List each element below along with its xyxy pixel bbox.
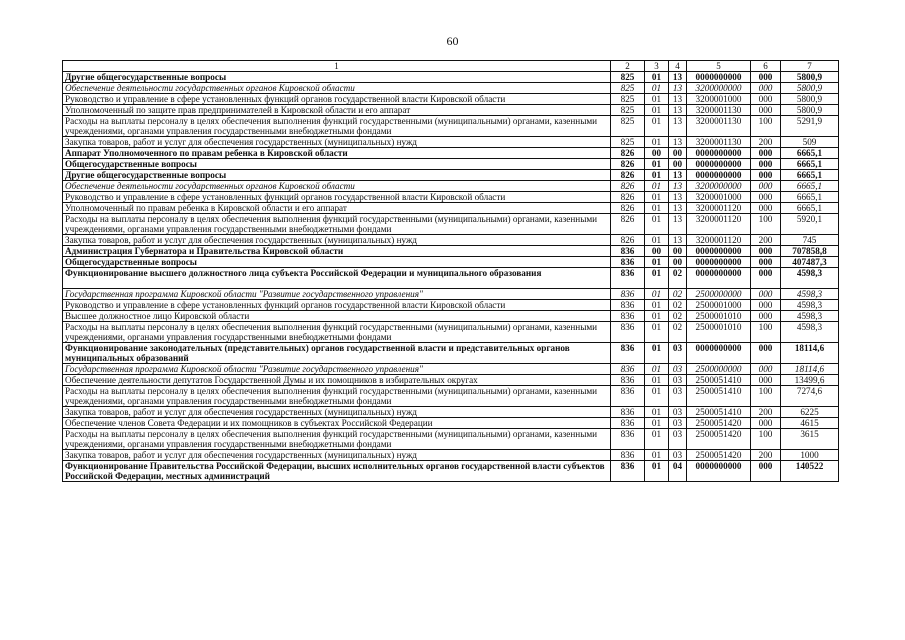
row-target-code: 0000000000 bbox=[687, 268, 751, 289]
table-row bbox=[63, 375, 839, 386]
row-amount: 5800,9 bbox=[781, 105, 839, 116]
row-subsection-code: 13 bbox=[669, 116, 687, 137]
table-row bbox=[63, 181, 839, 192]
row-section-code: 01 bbox=[645, 322, 669, 343]
row-target-code: 2500001000 bbox=[687, 300, 751, 311]
row-ministry-code: 826 bbox=[611, 203, 645, 214]
row-ministry-code: 836 bbox=[611, 418, 645, 429]
row-ministry-code: 826 bbox=[611, 170, 645, 181]
table-row bbox=[63, 450, 839, 461]
column-header: 7 bbox=[781, 61, 839, 72]
column-header: 3 bbox=[645, 61, 669, 72]
row-subsection-code: 13 bbox=[669, 192, 687, 203]
row-target-code: 2500051410 bbox=[687, 407, 751, 418]
page-number: 60 bbox=[446, 34, 459, 48]
row-amount: 745 bbox=[781, 235, 839, 246]
row-amount: 6665,1 bbox=[781, 192, 839, 203]
row-amount: 6225 bbox=[781, 407, 839, 418]
row-amount: 4598,3 bbox=[781, 300, 839, 311]
row-target-code: 2500000000 bbox=[687, 364, 751, 375]
row-subsection-code: 02 bbox=[669, 311, 687, 322]
table-row bbox=[63, 94, 839, 105]
row-amount: 1000 bbox=[781, 450, 839, 461]
row-expense-type-code: 000 bbox=[751, 203, 781, 214]
row-expense-type-code: 000 bbox=[751, 257, 781, 268]
row-target-code: 0000000000 bbox=[687, 170, 751, 181]
row-ministry-code: 836 bbox=[611, 429, 645, 450]
row-target-code: 3200001120 bbox=[687, 235, 751, 246]
table-row bbox=[63, 386, 839, 407]
table-row bbox=[63, 170, 839, 181]
row-amount: 3615 bbox=[781, 429, 839, 450]
row-target-code: 0000000000 bbox=[687, 343, 751, 364]
row-section-code: 01 bbox=[645, 450, 669, 461]
row-ministry-code: 826 bbox=[611, 148, 645, 159]
row-expense-type-code: 100 bbox=[751, 116, 781, 137]
row-expense-type-code: 000 bbox=[751, 192, 781, 203]
row-subsection-code: 02 bbox=[669, 300, 687, 311]
row-ministry-code: 836 bbox=[611, 461, 645, 482]
row-name: Общегосударственные вопросы bbox=[63, 159, 611, 170]
row-ministry-code: 836 bbox=[611, 300, 645, 311]
row-ministry-code: 836 bbox=[611, 375, 645, 386]
row-target-code: 0000000000 bbox=[687, 246, 751, 257]
row-amount: 4598,3 bbox=[781, 311, 839, 322]
row-section-code: 01 bbox=[645, 268, 669, 289]
row-amount: 407487,3 bbox=[781, 257, 839, 268]
row-target-code: 0000000000 bbox=[687, 461, 751, 482]
row-expense-type-code: 100 bbox=[751, 429, 781, 450]
row-section-code: 01 bbox=[645, 137, 669, 148]
row-section-code: 01 bbox=[645, 300, 669, 311]
row-subsection-code: 03 bbox=[669, 375, 687, 386]
row-amount: 509 bbox=[781, 137, 839, 148]
row-ministry-code: 836 bbox=[611, 289, 645, 300]
table-row bbox=[63, 246, 839, 257]
row-target-code: 2500000000 bbox=[687, 289, 751, 300]
row-target-code: 0000000000 bbox=[687, 159, 751, 170]
row-expense-type-code: 000 bbox=[751, 94, 781, 105]
row-name: Уполномоченный по правам ребенка в Кировской области и его аппарат bbox=[63, 203, 611, 214]
row-subsection-code: 04 bbox=[669, 461, 687, 482]
row-expense-type-code: 200 bbox=[751, 137, 781, 148]
row-name: Обеспечение деятельности государственных органов Кировской области bbox=[63, 181, 611, 192]
row-ministry-code: 826 bbox=[611, 192, 645, 203]
row-name: Обеспечение деятельности депутатов Государственной Думы и их помощников в избирательных округах bbox=[63, 375, 611, 386]
row-section-code: 01 bbox=[645, 105, 669, 116]
row-ministry-code: 825 bbox=[611, 83, 645, 94]
row-amount: 6665,1 bbox=[781, 170, 839, 181]
table-row bbox=[63, 192, 839, 203]
row-amount: 5291,9 bbox=[781, 116, 839, 137]
row-section-code: 01 bbox=[645, 289, 669, 300]
row-ministry-code: 836 bbox=[611, 407, 645, 418]
row-ministry-code: 825 bbox=[611, 116, 645, 137]
row-name: Руководство и управление в сфере установленных функций органов государственной власти Кировской области bbox=[63, 192, 611, 203]
row-target-code: 2500051410 bbox=[687, 375, 751, 386]
row-expense-type-code: 000 bbox=[751, 343, 781, 364]
row-target-code: 3200000000 bbox=[687, 181, 751, 192]
row-section-code: 01 bbox=[645, 235, 669, 246]
row-subsection-code: 03 bbox=[669, 429, 687, 450]
row-amount: 5800,9 bbox=[781, 72, 839, 83]
table-row bbox=[63, 257, 839, 268]
row-expense-type-code: 200 bbox=[751, 235, 781, 246]
row-amount: 6665,1 bbox=[781, 148, 839, 159]
row-expense-type-code: 000 bbox=[751, 159, 781, 170]
row-target-code: 3200001130 bbox=[687, 137, 751, 148]
row-target-code: 3200001130 bbox=[687, 105, 751, 116]
row-subsection-code: 02 bbox=[669, 289, 687, 300]
table-row bbox=[63, 364, 839, 375]
row-ministry-code: 836 bbox=[611, 257, 645, 268]
row-expense-type-code: 000 bbox=[751, 72, 781, 83]
row-section-code: 01 bbox=[645, 214, 669, 235]
row-name: Закупка товаров, работ и услуг для обеспечения государственных (муниципальных) нужд bbox=[63, 407, 611, 418]
table-row bbox=[63, 159, 839, 170]
table-row bbox=[63, 203, 839, 214]
row-section-code: 01 bbox=[645, 116, 669, 137]
row-name: Общегосударственные вопросы bbox=[63, 257, 611, 268]
row-subsection-code: 13 bbox=[669, 181, 687, 192]
row-section-code: 01 bbox=[645, 181, 669, 192]
column-header: 6 bbox=[751, 61, 781, 72]
table-row bbox=[63, 418, 839, 429]
row-section-code: 01 bbox=[645, 386, 669, 407]
row-ministry-code: 836 bbox=[611, 343, 645, 364]
row-name: Расходы на выплаты персоналу в целях обеспечения выполнения функций государственными (муниципальными) органами, казенными учреждениями, органами управления государственными внебюджетными фондами bbox=[63, 429, 611, 450]
row-amount: 18114,6 bbox=[781, 343, 839, 364]
table-row bbox=[63, 300, 839, 311]
row-name: Обеспечение деятельности государственных органов Кировской области bbox=[63, 83, 611, 94]
column-header: 2 bbox=[611, 61, 645, 72]
row-name: Другие общегосударственные вопросы bbox=[63, 170, 611, 181]
row-ministry-code: 836 bbox=[611, 246, 645, 257]
row-name: Функционирование законодательных (представительных) органов государственной власти и представительных органов муниципальных образований bbox=[63, 343, 611, 364]
row-subsection-code: 13 bbox=[669, 235, 687, 246]
table-row bbox=[63, 137, 839, 148]
row-name: Расходы на выплаты персоналу в целях обеспечения выполнения функций государственными (муниципальными) органами, казенными учреждениями, органами управления государственными внебюджетными фондами bbox=[63, 322, 611, 343]
row-section-code: 01 bbox=[645, 364, 669, 375]
row-subsection-code: 03 bbox=[669, 418, 687, 429]
budget-table bbox=[62, 60, 839, 482]
table-row bbox=[63, 268, 839, 289]
row-expense-type-code: 000 bbox=[751, 300, 781, 311]
row-name: Уполномоченный по защите прав предпринимателей в Кировской области и его аппарат bbox=[63, 105, 611, 116]
row-ministry-code: 836 bbox=[611, 450, 645, 461]
row-amount: 5800,9 bbox=[781, 83, 839, 94]
row-ministry-code: 825 bbox=[611, 72, 645, 83]
row-name: Государственная программа Кировской области "Развитие государственного управления" bbox=[63, 289, 611, 300]
row-section-code: 00 bbox=[645, 246, 669, 257]
row-name: Расходы на выплаты персоналу в целях обеспечения выполнения функций государственными (муниципальными) органами, казенными учреждениями, органами управления государственными внебюджетными фондами bbox=[63, 116, 611, 137]
row-subsection-code: 13 bbox=[669, 94, 687, 105]
row-section-code: 01 bbox=[645, 83, 669, 94]
row-ministry-code: 836 bbox=[611, 268, 645, 289]
table-body bbox=[63, 61, 839, 482]
table-row bbox=[63, 322, 839, 343]
row-section-code: 01 bbox=[645, 257, 669, 268]
row-expense-type-code: 200 bbox=[751, 407, 781, 418]
row-expense-type-code: 000 bbox=[751, 364, 781, 375]
row-name: Обеспечение членов Совета Федерации и их помощников в субъектах Российской Федерации bbox=[63, 418, 611, 429]
row-subsection-code: 13 bbox=[669, 214, 687, 235]
row-subsection-code: 13 bbox=[669, 203, 687, 214]
row-target-code: 2500001010 bbox=[687, 311, 751, 322]
row-name: Закупка товаров, работ и услуг для обеспечения государственных (муниципальных) нужд bbox=[63, 450, 611, 461]
row-expense-type-code: 000 bbox=[751, 375, 781, 386]
row-amount: 5920,1 bbox=[781, 214, 839, 235]
row-amount: 4598,3 bbox=[781, 322, 839, 343]
row-name: Закупка товаров, работ и услуг для обеспечения государственных (муниципальных) нужд bbox=[63, 137, 611, 148]
row-expense-type-code: 000 bbox=[751, 170, 781, 181]
row-subsection-code: 00 bbox=[669, 159, 687, 170]
row-subsection-code: 03 bbox=[669, 343, 687, 364]
row-expense-type-code: 000 bbox=[751, 311, 781, 322]
row-expense-type-code: 000 bbox=[751, 268, 781, 289]
row-subsection-code: 13 bbox=[669, 170, 687, 181]
row-expense-type-code: 100 bbox=[751, 214, 781, 235]
row-subsection-code: 13 bbox=[669, 137, 687, 148]
table-row bbox=[63, 214, 839, 235]
row-name: Администрация Губернатора и Правительства Кировской области bbox=[63, 246, 611, 257]
table-row bbox=[63, 311, 839, 322]
row-amount: 6665,1 bbox=[781, 181, 839, 192]
row-target-code: 2500051420 bbox=[687, 450, 751, 461]
table-row bbox=[63, 148, 839, 159]
row-subsection-code: 03 bbox=[669, 364, 687, 375]
row-amount: 6665,1 bbox=[781, 159, 839, 170]
row-ministry-code: 836 bbox=[611, 322, 645, 343]
table-row bbox=[63, 83, 839, 94]
row-section-code: 01 bbox=[645, 72, 669, 83]
row-target-code: 0000000000 bbox=[687, 72, 751, 83]
row-ministry-code: 836 bbox=[611, 311, 645, 322]
row-section-code: 01 bbox=[645, 429, 669, 450]
column-header: 1 bbox=[63, 61, 611, 72]
row-target-code: 2500051420 bbox=[687, 429, 751, 450]
table-row bbox=[63, 343, 839, 364]
row-expense-type-code: 100 bbox=[751, 322, 781, 343]
row-subsection-code: 02 bbox=[669, 322, 687, 343]
row-expense-type-code: 000 bbox=[751, 418, 781, 429]
column-header: 5 bbox=[687, 61, 751, 72]
row-subsection-code: 03 bbox=[669, 450, 687, 461]
table-row bbox=[63, 116, 839, 137]
row-target-code: 3200001000 bbox=[687, 94, 751, 105]
row-section-code: 01 bbox=[645, 343, 669, 364]
row-name: Руководство и управление в сфере установленных функций органов государственной власти Кировской области bbox=[63, 94, 611, 105]
row-target-code: 0000000000 bbox=[687, 148, 751, 159]
row-expense-type-code: 000 bbox=[751, 181, 781, 192]
row-name: Высшее должностное лицо Кировской области bbox=[63, 311, 611, 322]
row-amount: 4598,3 bbox=[781, 289, 839, 300]
row-section-code: 01 bbox=[645, 375, 669, 386]
row-expense-type-code: 000 bbox=[751, 148, 781, 159]
row-target-code: 2500051410 bbox=[687, 386, 751, 407]
row-name: Аппарат Уполномоченного по правам ребенка в Кировской области bbox=[63, 148, 611, 159]
row-ministry-code: 825 bbox=[611, 94, 645, 105]
table-row bbox=[63, 407, 839, 418]
row-amount: 707858,8 bbox=[781, 246, 839, 257]
row-section-code: 01 bbox=[645, 94, 669, 105]
row-section-code: 00 bbox=[645, 148, 669, 159]
row-amount: 6665,1 bbox=[781, 203, 839, 214]
row-amount: 5800,9 bbox=[781, 94, 839, 105]
row-subsection-code: 13 bbox=[669, 105, 687, 116]
row-section-code: 01 bbox=[645, 192, 669, 203]
row-expense-type-code: 100 bbox=[751, 386, 781, 407]
row-expense-type-code: 000 bbox=[751, 461, 781, 482]
row-name: Руководство и управление в сфере установленных функций органов государственной власти Кировской области bbox=[63, 300, 611, 311]
row-section-code: 01 bbox=[645, 418, 669, 429]
row-section-code: 01 bbox=[645, 461, 669, 482]
row-subsection-code: 03 bbox=[669, 386, 687, 407]
row-ministry-code: 836 bbox=[611, 364, 645, 375]
row-subsection-code: 03 bbox=[669, 407, 687, 418]
row-expense-type-code: 000 bbox=[751, 83, 781, 94]
row-target-code: 3200001120 bbox=[687, 214, 751, 235]
row-target-code: 3200001130 bbox=[687, 116, 751, 137]
row-name: Закупка товаров, работ и услуг для обеспечения государственных (муниципальных) нужд bbox=[63, 235, 611, 246]
table-row bbox=[63, 235, 839, 246]
row-amount: 18114,6 bbox=[781, 364, 839, 375]
row-expense-type-code: 000 bbox=[751, 105, 781, 116]
row-name: Расходы на выплаты персоналу в целях обеспечения выполнения функций государственными (муниципальными) органами, казенными учреждениями, органами управления государственными внебюджетными фондами bbox=[63, 214, 611, 235]
row-target-code: 0000000000 bbox=[687, 257, 751, 268]
row-ministry-code: 825 bbox=[611, 137, 645, 148]
row-subsection-code: 13 bbox=[669, 83, 687, 94]
row-target-code: 3200000000 bbox=[687, 83, 751, 94]
row-ministry-code: 826 bbox=[611, 181, 645, 192]
row-name: Государственная программа Кировской области "Развитие государственного управления" bbox=[63, 364, 611, 375]
row-section-code: 01 bbox=[645, 311, 669, 322]
table-row bbox=[63, 72, 839, 83]
row-expense-type-code: 000 bbox=[751, 289, 781, 300]
row-ministry-code: 826 bbox=[611, 214, 645, 235]
table-row bbox=[63, 429, 839, 450]
row-amount: 7274,6 bbox=[781, 386, 839, 407]
row-amount: 13499,6 bbox=[781, 375, 839, 386]
row-section-code: 01 bbox=[645, 407, 669, 418]
row-ministry-code: 826 bbox=[611, 235, 645, 246]
row-ministry-code: 825 bbox=[611, 105, 645, 116]
row-expense-type-code: 200 bbox=[751, 450, 781, 461]
row-section-code: 01 bbox=[645, 170, 669, 181]
row-name: Функционирование Правительства Российской Федерации, высших исполнительных органов государственной власти субъектов Российской Федерации, местных администраций bbox=[63, 461, 611, 482]
row-target-code: 2500051420 bbox=[687, 418, 751, 429]
row-amount: 140522 bbox=[781, 461, 839, 482]
row-target-code: 2500001010 bbox=[687, 322, 751, 343]
row-section-code: 01 bbox=[645, 159, 669, 170]
row-subsection-code: 00 bbox=[669, 148, 687, 159]
row-name: Расходы на выплаты персоналу в целях обеспечения выполнения функций государственными (муниципальными) органами, казенными учреждениями, органами управления государственными внебюджетными фондами bbox=[63, 386, 611, 407]
row-name: Функционирование высшего должностного лица субъекта Российской Федерации и муниципального образования bbox=[63, 268, 611, 289]
column-header: 4 bbox=[669, 61, 687, 72]
row-ministry-code: 826 bbox=[611, 159, 645, 170]
row-target-code: 3200001120 bbox=[687, 203, 751, 214]
row-amount: 4615 bbox=[781, 418, 839, 429]
table-row bbox=[63, 105, 839, 116]
row-subsection-code: 00 bbox=[669, 257, 687, 268]
row-subsection-code: 00 bbox=[669, 246, 687, 257]
row-amount: 4598,3 bbox=[781, 268, 839, 289]
row-section-code: 01 bbox=[645, 203, 669, 214]
table-row bbox=[63, 289, 839, 300]
row-subsection-code: 13 bbox=[669, 72, 687, 83]
row-expense-type-code: 000 bbox=[751, 246, 781, 257]
row-subsection-code: 02 bbox=[669, 268, 687, 289]
row-target-code: 3200001000 bbox=[687, 192, 751, 203]
row-name: Другие общегосударственные вопросы bbox=[63, 72, 611, 83]
row-ministry-code: 836 bbox=[611, 386, 645, 407]
header-row bbox=[63, 61, 839, 72]
table-row bbox=[63, 461, 839, 482]
